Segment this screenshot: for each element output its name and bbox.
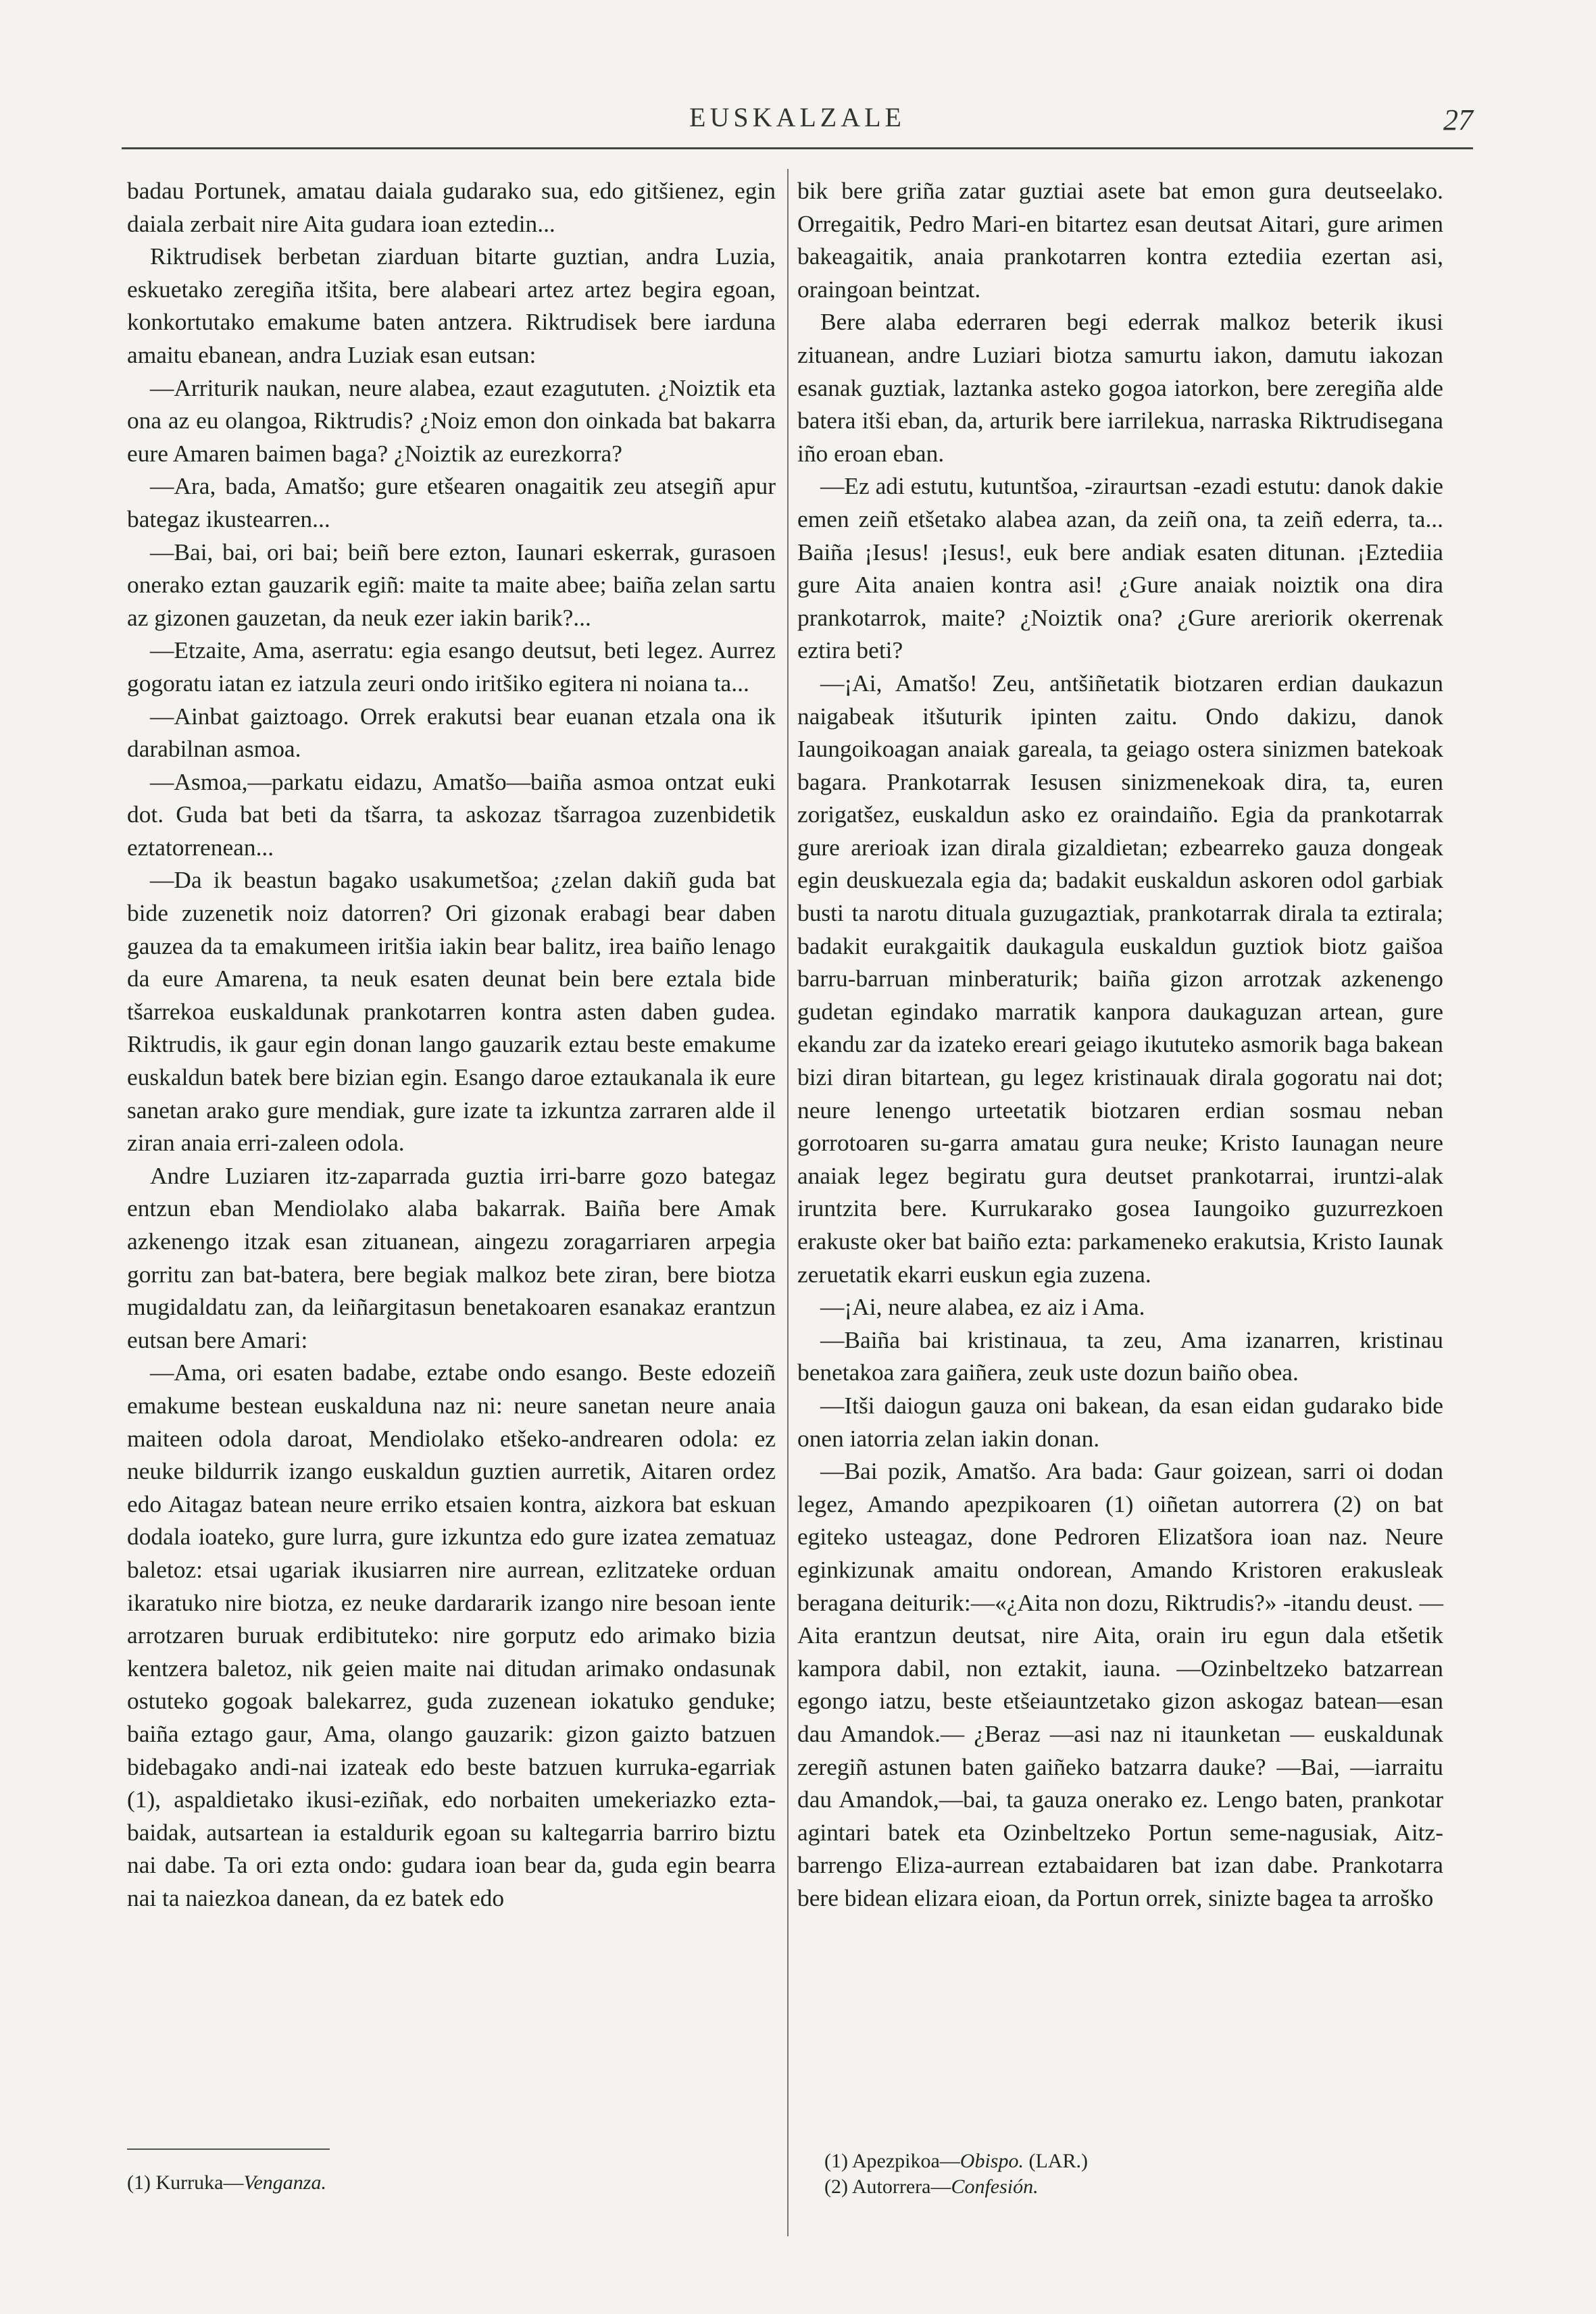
footnote-gloss: Confesión.: [951, 2175, 1039, 2198]
header-rule: [122, 147, 1473, 149]
left-column: [127, 174, 776, 1914]
paragraph: —Ainbat gaiztoago. Orrek erakutsi bear euanan etzala ona ik darabilnan asmoa.: [127, 702, 776, 763]
footnote-mark: (2): [824, 2175, 848, 2198]
footnote: (2) Autorrera—Confesión.: [824, 2175, 1039, 2198]
footnote-term: Autorrera: [851, 2175, 931, 2198]
footnote-mark: (1): [127, 2171, 151, 2194]
paragraph: badau Portunek, amatau daiala gudarako sua, edo gitšienez, egin daiala zerbait nire Aita gudara ioan eztedin...: [127, 177, 776, 237]
paragraph: —Arriturik naukan, neure alabea, ezaut ezagututen. ¿Noiztik eta ona az eu olangoa, Riktrudis? ¿Noiz emon don oinkada bat bakarra eure Amaren baimen baga? ¿Noiztik az eurezkorra?: [127, 374, 776, 467]
footnotes-left: [127, 2148, 776, 2196]
paragraph: bik bere griña zatar guztiai asete bat emon gura deutseelako. Orregaitik, Pedro Mari-en bitartez esan deutsat Aitari, gure arimen bakeagaitik, anaia prankotarren kontra eztediia ezertan asi, oraingoan beintzat.: [797, 177, 1443, 303]
paragraph: —Ara, bada, Amatšo; gure etšearen onagaitik zeu atsegiñ apur bategaz ikustearren...: [127, 472, 776, 532]
paragraph: —Baiña bai kristinaua, ta zeu, Ama izanarren, kristinau benetakoa zara gaiñera, zeuk uste dozun baiño obea.: [797, 1326, 1443, 1386]
right-column: [797, 174, 1443, 1914]
footnote-source: (LAR.): [1028, 2150, 1088, 2172]
paragraph: —¡Ai, Amatšo! Zeu, antšiñetatik biotzaren erdian daukazun naigabeak itšuturik ipinten zaitu. Ondo dakizu, danok Iaungoikoagan anaiak gareala, ta geiago ostera sinizmen batekoak bagara. Prankotarrak Iesusen sinizmenekoak dira, ta, euren zorigatšez, euskaldun asko ez oraindaiño. Egia da prankotarrak gure arerioak izan dirala gizaldietan; ezbearreko gauza dongeak egin deuskuezala egia da; badakit euskaldun askoren odol garbiak busti ta narotu dituala guzugaztiak, prankotarrak dirala ta eztirala; badakit eurakgaitik daukagula euskaldun guztiok biotz gaišoa barru-barruan minberaturik; baiña gizon arrotzak azkenengo gudetan egindako marratik kanpora daukaguzan artean, gure ekandu zar da izateko ereari geiago ikututeko asmorik baga bakean bizi diran bitartean, gu legez kristinauak dirala gogoratu nai dot; neure lenengo urteetatik biotzaren erdian sosmau neban gorrotoaren su-garra amatau gura neuke; Kristo Iaunagan neure anaiak legez begiratu gura deutset prankotarrai, iruntzi-alak iruntzita bere. Kurrukarako gosea Iaungoiko guzurrezkoen erakuste oker bat baiño ezta: parkameneko erakutsia, Kristo Iaunak zeruetatik ekarri euskun egia zuzena.: [797, 669, 1443, 1288]
footnote-rule: [127, 2148, 330, 2150]
paragraph: Andre Luziaren itz-zaparrada guztia irri-barre gozo bategaz entzun eban Mendiolako alaba bakarrak. Baiña bere Amak azkenengo itzak esan zituanean, aingezu zoragarriaren arpegia gorritu zan bat-batera, bere begiak malkoz bete ziran, bere biotza mugidaldatu zan, da leiñargitasun benetakoaren esanakaz erantzun eutsan bere Amari:: [127, 1161, 776, 1353]
page-header: [122, 95, 1473, 149]
footnote-gloss: Venganza.: [243, 2171, 326, 2194]
footnote-term: Kurruka: [155, 2171, 224, 2194]
paragraph: —Itši daiogun gauza oni bakean, da esan eidan gudarako bide onen iatorria zelan iakin donan.: [797, 1391, 1443, 1452]
paragraph: —Asmoa,—parkatu eidazu, Amatšo—baiña asmoa ontzat euki dot. Guda bat beti da tšarra, ta askozaz tšarragoa zuzenbidetik eztatorrenean...: [127, 768, 776, 861]
column-divider: [787, 169, 789, 2236]
page-number: 27: [1443, 103, 1473, 136]
footnotes-right: [824, 2148, 1432, 2200]
paragraph: Bere alaba ederraren begi ederrak malkoz beterik ikusi zituanean, andre Luziari biotza samurtu iakon, damutu iakozan esanak guztiak, laztanka asteko gogoa iatorkon, bere zeregiña alde batera itši eban, da, arturik bere iarrilekua, narraska Riktrudisegana iño eroan eban.: [797, 308, 1443, 467]
footnote: (1) Kurruka—Venganza.: [127, 2171, 326, 2194]
footnote-term: Apezpikoa: [851, 2150, 940, 2172]
paragraph: —Bai, bai, ori bai; beiñ bere ezton, Iaunari eskerrak, gurasoen onerako eztan gauzarik egiñ: maite ta maite abee; baiña zelan sartu az gizonen gauzetan, da neuk ezer iakin barik?...: [127, 538, 776, 631]
footnote-mark: (1): [824, 2150, 848, 2172]
paragraph: Riktrudisek berbetan ziarduan bitarte guztian, andra Luzia, eskuetako zeregiña itšita, bere alabeari artez artez begira egoan, konkortutako emakume baten antzera. Riktrudisek bere iarduna amaitu ebanean, andra Luziak esan eutsan:: [127, 243, 776, 368]
footnote: (1) Apezpikoa—Obispo. (LAR.): [824, 2150, 1088, 2172]
running-title: EUSKALZALE: [689, 102, 905, 132]
footnote-gloss: Obispo.: [959, 2150, 1024, 2172]
paragraph: —Bai pozik, Amatšo. Ara bada: Gaur goizean, sarri oi dodan legez, Amando apezpikoaren (1) oiñetan autorrera (2) on bat egiteko usteagaz, done Pedroren Elizatšora ioan naz. Neure eginkizunak amaitu ondorean, Amando Kristoren erakusleak beragana deiturik:—«¿Aita non dozu, Riktrudis?» -itandu deust. —Aita erantzun deutsat, nire Aita, orain iru egun dala etšetik kampora dabil, non eztakit, iauna. —Ozinbeltzeko batzarrean egongo iatzu, beste etšeiauntzetako gizon askogaz batean—esan dau Amandok.— ¿Beraz —asi naz ni itaunketan — euskaldunak zeregiñ astunen baten gaiñeko batzarra dauke? —Bai, —iarraitu dau Amandok,—bai, ta gauza onerako ez. Lengo baten, prankotar agintari batek eta Ozinbeltzeko Portun seme-nagusiak, Aitz-barrengo Eliza-aurrean eztabaidaren bat izan dabe. Prankotarra bere bidean elizara eioan, da Portun orrek, sinizte bagea ta arroško: [797, 1457, 1443, 1911]
paragraph: —¡Ai, neure alabea, ez aiz i Ama.: [820, 1293, 1145, 1321]
paragraph: —Ez adi estutu, kutuntšoa, -ziraurtsan -ezadi estutu: danok dakie emen zeiñ etšetako alabea azan, da zeiñ ona, ta zeiñ ederra, ta... Baiña ¡Iesus! ¡Iesus!, euk bere andiak esaten ditunan. ¡Eztediia gure Aita anaien kontra asi! ¿Gure anaiak noiztik ona dira prankotarrok, maite? ¿Noiztik ona? ¿Gure areriorik okerrenak eztira beti?: [797, 472, 1443, 664]
paragraph: —Etzaite, Ama, aserratu: egia esango deutsut, beti legez. Aurrez gogoratu iatan ez iatzula zeuri ondo iritšiko egitera ni noiana ta...: [127, 636, 776, 697]
paragraph: —Ama, ori esaten badabe, eztabe ondo esango. Beste edozeiñ emakume bestean euskalduna naz ni: neure sanetan neure anaia maiteen odola daroat, Mendiolako etšeko-andrearen odola: ez neuke bildurrik izango euskaldun guztien aurretik, Aitaren ordez edo Aitagaz batean neure erriko etsaien kontra, aizkora bat eskuan dodala ioateko, gure lurra, gure izkuntza edo gure izatea zematuaz baletoz: etsai ugariak ikusiarren nire aurrean, ezlitzateke orduan ikaratuko nire biotza, ez neuke dardararik izango nire besoan iente arrotzaren buruak erdibituteko: nire gorputz edo arimako bizia kentzera baletoz, nik geien maite nai ditudan arimako ondasunak ostuteko gogoak balekarrez, guda zuzenean iokatuko genduke; baiña eztago gaur, Ama, olango gauzarik: gizon gaizto batzuen bidebagako andi-nai izateak edo beste batzuen kurruka-egarriak (1), aspaldietako ikusi-eziñak, edo norbaiten umekeriazko ezta-baidak, autsartean ia estaldurik egoan su kaltegarria barriro biztu nai dabe. Ta ori ezta ondo: gudara ioan bear da, guda egin bearra nai ta naiezkoa danean, da ez batek edo: [127, 1359, 776, 1911]
paragraph: —Da ik beastun bagako usakumetšoa; ¿zelan dakiñ guda bat bide zuzenetik noiz datorren? Ori gizonak erabagi bear daben gauzea da ta emakumeen iritšia iakin bear balitz, irea baiño lenago da eure Amarena, ta neuk esaten deunat bein bere eztala bide tšarrekoa euskaldunak prankotarren kontra asten daben gudea. Riktrudis, ik gaur egin donan lango gauzarik eztau beste emakume euskaldun batek bere bizian egin. Esango daroe eztaukanala ik eure sanetan arako gure mendiak, gure izate ta izkuntza zarraren alde il ziran anaia erri-zaleen odola.: [127, 866, 776, 1157]
